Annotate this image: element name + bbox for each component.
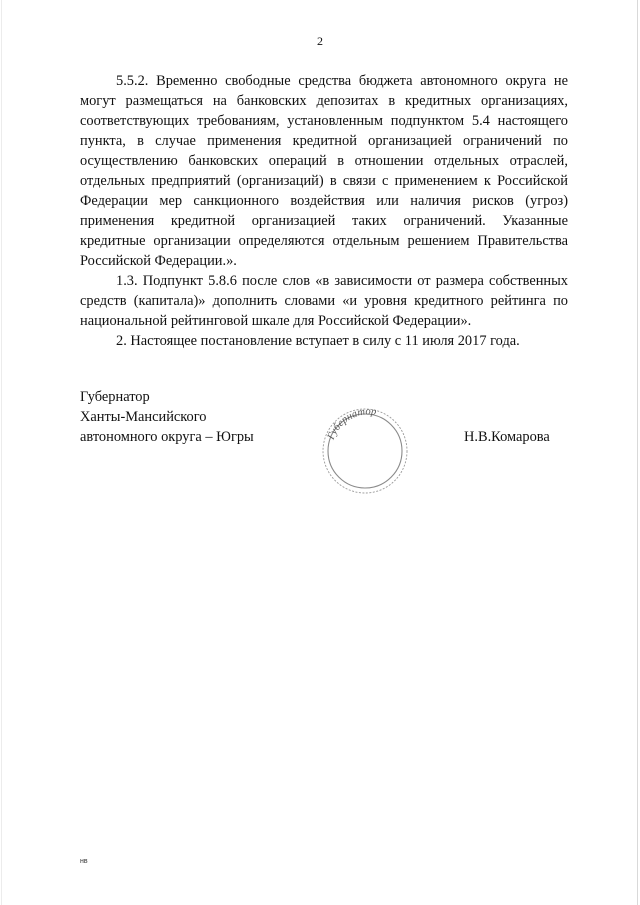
signatory-name: Н.В.Комарова <box>464 429 550 445</box>
page-number: 2 <box>317 34 323 48</box>
signatory-title-line: Губернатор <box>80 389 150 405</box>
official-stamp <box>310 393 420 503</box>
paragraph-1-3: 1.3. Подпункт 5.8.6 после слов «в зависимости от размера собственных средств (капитала)» дополнить словами «и уровня кредитного рейтинга по национальной рейтинговой шкале для Российской Федерации». <box>80 273 568 329</box>
svg-text:Губернатор <box>325 406 377 442</box>
signatory-title-line: Ханты-Мансийского <box>80 409 207 425</box>
document-body <box>80 71 568 351</box>
signatory-title <box>80 387 254 447</box>
scan-edge-left <box>1 0 2 905</box>
scan-edge-right <box>637 0 638 905</box>
paragraph-2: 2. Настоящее постановление вступает в силу с 11 июля 2017 года. <box>116 333 520 349</box>
signatory-title-line: автономного округа – Югры <box>80 429 254 445</box>
footer-code: нв <box>80 858 88 865</box>
paragraph-5-5-2: 5.5.2. Временно свободные средства бюджета автономного округа не могут размещаться на банковских депозитах в кредитных организациях, соответствующих требованиям, установленным подпунктом 5.4 настоящего пункта, в случае применения кредитной организацией ограничений по осуществлению банковских операций в отношении отдельных отраслей, отдельных предприятий (организаций) в связи с применением к Российской Федерации мер санкционного воздействия или наличия рисков (угроз) применения кредитной организацией таких ограничений. Указанные кредитные организации определяются отдельным решением Правительства Российской Федерации.». <box>80 73 568 269</box>
stamp-text: Губернатор <box>325 406 377 442</box>
